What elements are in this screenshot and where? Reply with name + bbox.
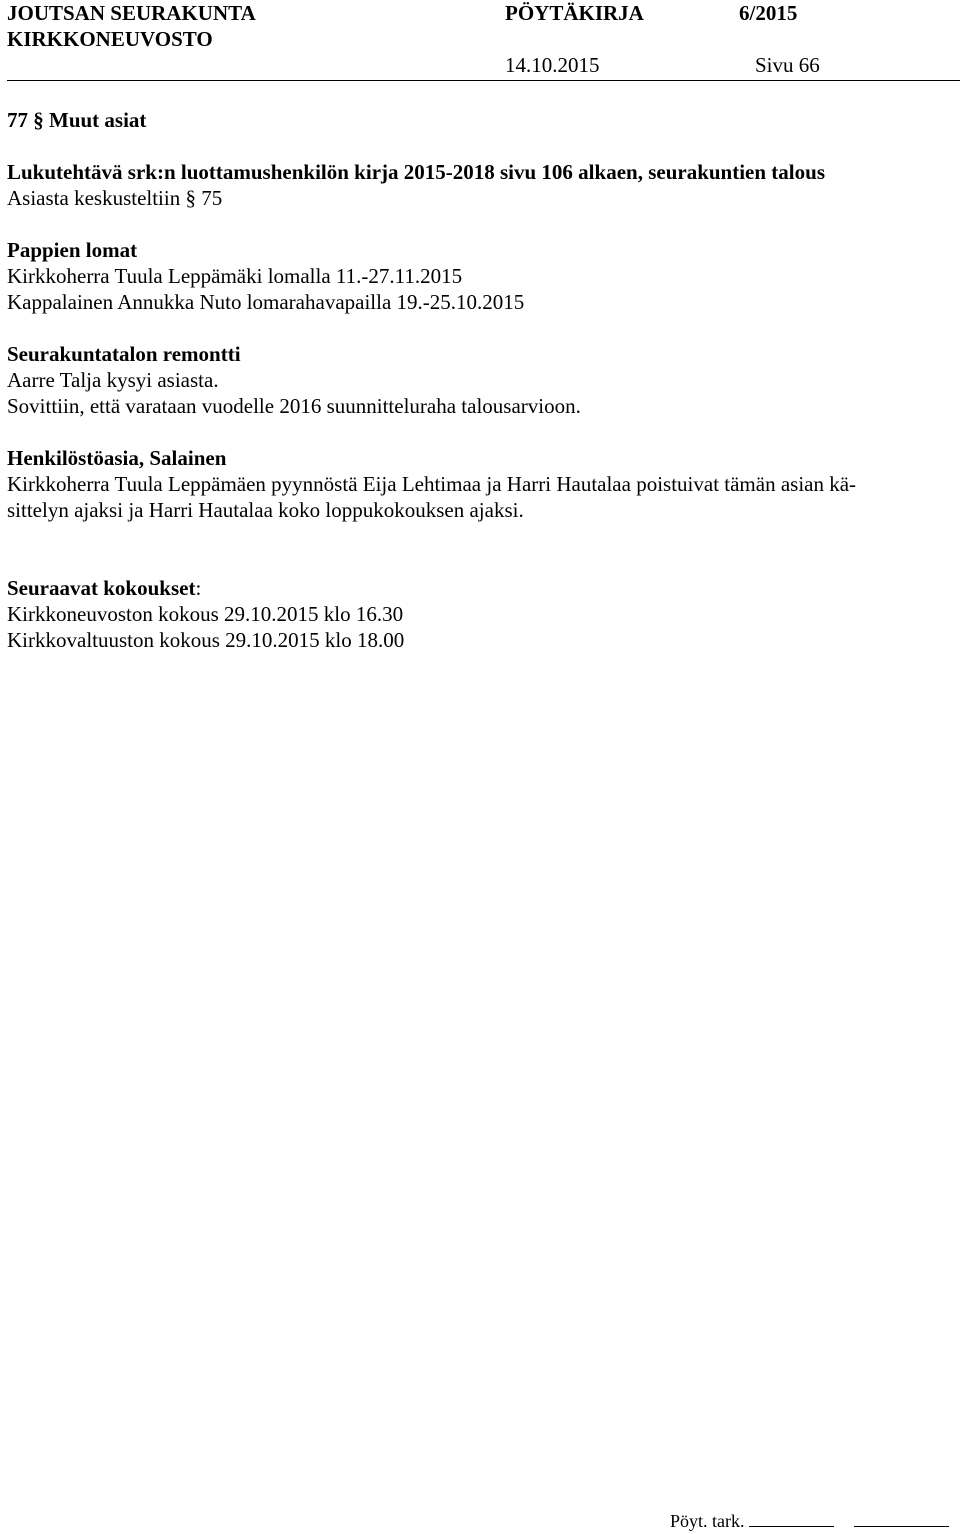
verification-footer [670, 1508, 949, 1534]
item-title-remontti: Seurakuntatalon remontti [7, 342, 241, 366]
item-title-seuraavat-kokoukset [7, 575, 952, 601]
item-text-pappien-lomat-1: Kirkkoherra Tuula Leppämäki lomalla 11.-27.11.2015 [7, 264, 463, 288]
spacer [7, 523, 952, 575]
seuraavat-colon: : [195, 576, 202, 600]
item-text-remontti-2: Sovittiin, että varataan vuodelle 2016 suunnitteluraha talousarvioon. [7, 394, 581, 418]
document-type: PÖYTÄKIRJA [505, 1, 644, 25]
footer-label: Pöyt. tark. [670, 1511, 745, 1531]
item-text-henkilostoasia-2: sittelyn ajaksi ja Harri Hautalaa koko loppukokouksen ajaksi. [7, 498, 524, 522]
page-number: Sivu 66 [755, 53, 820, 77]
spacer [7, 133, 952, 159]
item-text-seuraavat-2: Kirkkovaltuuston kokous 29.10.2015 klo 18.00 [7, 628, 405, 652]
signature-line-2 [854, 1526, 949, 1527]
item-text-pappien-lomat-2: Kappalainen Annukka Nuto lomarahavapailla 19.-25.10.2015 [7, 290, 525, 314]
spacer [7, 211, 952, 237]
item-text-remontti-1: Aarre Talja kysyi asiasta. [7, 368, 219, 392]
item-title-pappien-lomat: Pappien lomat [7, 238, 138, 262]
meeting-date: 14.10.2015 [505, 53, 600, 77]
organization-name: JOUTSAN SEURAKUNTA [7, 1, 256, 25]
document-number: 6/2015 [739, 1, 798, 25]
header-divider [7, 80, 960, 81]
department-name: KIRKKONEUVOSTO [7, 27, 213, 51]
item-text-lukutehtava: Asiasta keskusteltiin § 75 [7, 186, 223, 210]
spacer [7, 315, 952, 341]
seuraavat-label: Seuraavat kokoukset [7, 576, 196, 600]
document-header [7, 0, 960, 80]
document-body [7, 107, 952, 653]
signature-line-1 [749, 1526, 834, 1527]
item-title-lukutehtava: Lukutehtävä srk:n luottamushenkilön kirja 2015-2018 sivu 106 alkaen, seurakuntien talous [7, 160, 825, 184]
item-title-henkilostoasia: Henkilöstöasia, Salainen [7, 446, 227, 470]
section-title: 77 § Muut asiat [7, 108, 147, 132]
item-text-henkilostoasia-1: Kirkkoherra Tuula Leppämäen pyynnöstä Eija Lehtimaa ja Harri Hautalaa poistuivat tämän asian kä- [7, 472, 857, 496]
item-text-seuraavat-1: Kirkkoneuvoston kokous 29.10.2015 klo 16.30 [7, 602, 404, 626]
spacer [7, 419, 952, 445]
